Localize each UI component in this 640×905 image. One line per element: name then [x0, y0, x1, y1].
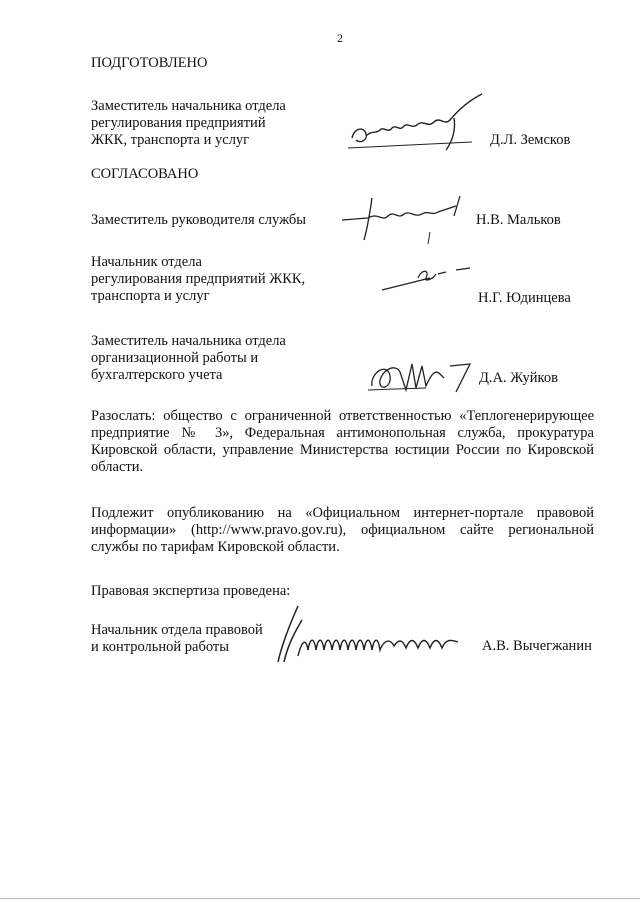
signature-zhuikov	[366, 352, 476, 396]
agreed-name-3: Д.А. Жуйков	[479, 370, 558, 386]
prepared-name: Д.Л. Земсков	[490, 132, 571, 148]
agreed-name-2: Н.Г. Юдинцева	[478, 290, 571, 306]
signature-zemskov	[342, 90, 492, 160]
agreed-position-1: Заместитель руководителя службы	[91, 212, 307, 228]
prepared-heading: ПОДГОТОВЛЕНО	[91, 55, 208, 71]
signature-malkov	[338, 188, 468, 248]
agreed-name-1: Н.В. Мальков	[476, 212, 561, 228]
distribution-list: Разослать: общество с ограниченной ответственностью «Теплогенерирующее предприятие № 3», Федеральная антимонопольная служба, прокуратура Кировской области, управление Министерства юстиции России по Кировской области.	[91, 408, 594, 475]
agreed-position-2: Начальник отдела регулирования предприятий ЖКК, транспорта и услуг	[91, 254, 306, 304]
bottom-scan-edge	[0, 898, 640, 899]
prepared-position: Заместитель начальника отдела регулирования предприятий ЖКК, транспорта и услуг	[91, 98, 286, 148]
publication-note: Подлежит опубликованию на «Официальном интернет-портале правовой информации» (http://www.pravo.gov.ru), официальном сайте региональной службы по тарифам Кировской области.	[91, 505, 594, 555]
agreed-position-3: Заместитель начальника отдела организационной работы и бухгалтерского учета	[91, 333, 286, 383]
agreed-heading: СОГЛАСОВАНО	[91, 166, 199, 182]
legal-review-name: А.В. Вычегжанин	[482, 638, 592, 654]
signature-yudintseva	[378, 258, 478, 298]
page-number: 2	[337, 31, 343, 45]
signature-vychegzhanin	[268, 600, 478, 666]
legal-review-heading: Правовая экспертиза проведена:	[91, 583, 291, 599]
legal-review-position: Начальник отдела правовой и контрольной работы	[91, 622, 263, 655]
